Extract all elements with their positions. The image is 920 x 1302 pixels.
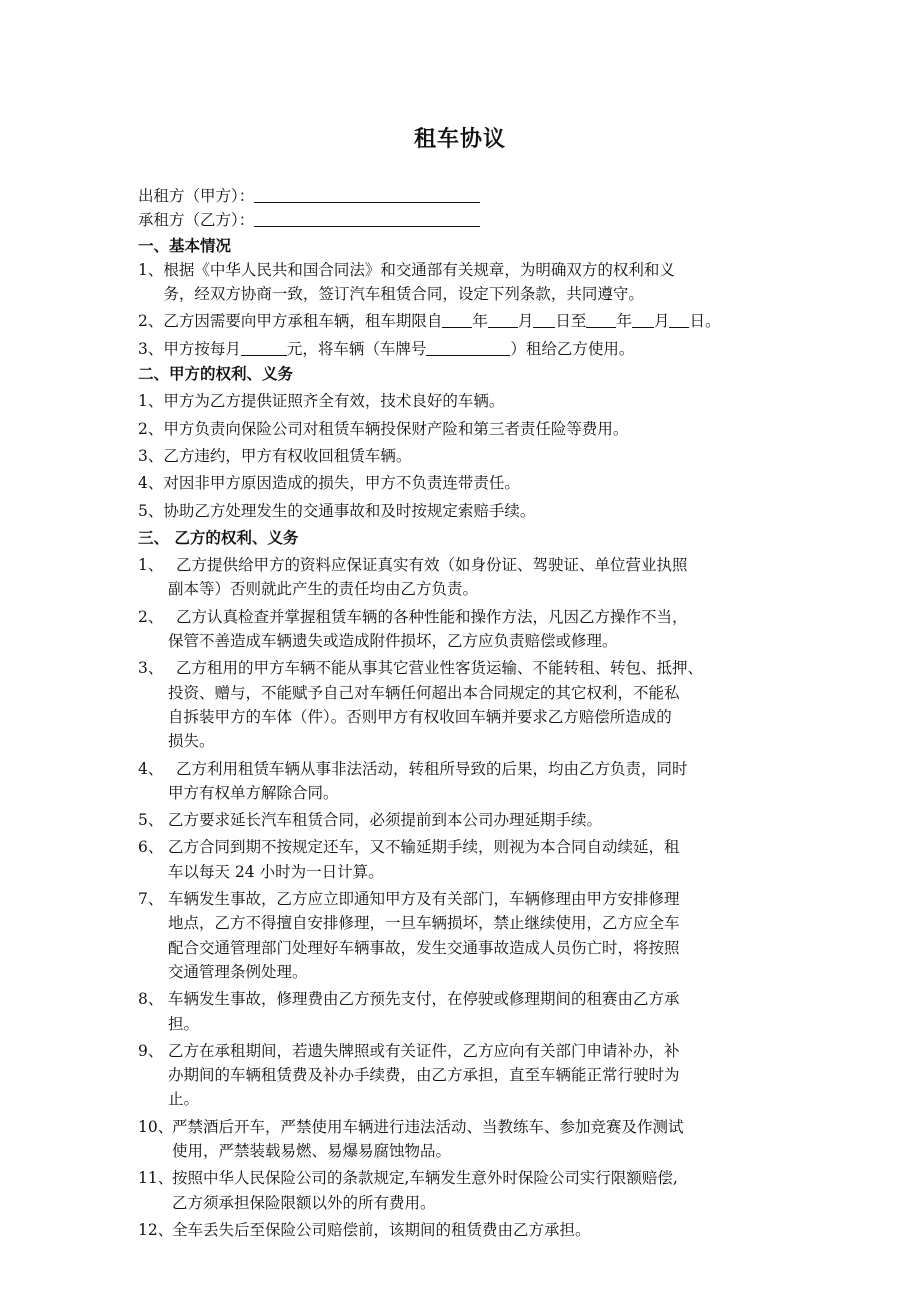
s1-item-1-line-a: 根据《中华人民共和国合同法》和交通部有关规章，为明确双方的权利和义: [163, 260, 675, 279]
s3-item-9-num: 9、: [138, 1041, 164, 1060]
s3-item-7-line: 7、 车辆发生事故，乙方应立即通知甲方及有关部门，车辆修理由甲方安排修理: [138, 887, 788, 911]
plate-number-blank[interactable]: [426, 339, 510, 356]
document-title: 租车协议: [413, 127, 506, 152]
s3-item-2-line: 保管不善造成车辆遗失或造成附件损坏，乙方应负责赔偿或修理。: [168, 632, 618, 651]
end-month-blank[interactable]: [632, 311, 654, 328]
s3-item-8: [138, 987, 788, 1036]
section-1-heading: 一、基本情况: [138, 235, 232, 255]
s3-item-7-line: 交通管理条例处理。: [168, 962, 308, 981]
monthly-fee-blank[interactable]: [241, 339, 287, 356]
lessee-line: [138, 208, 788, 232]
s3-item-2-num: 2、: [138, 607, 164, 626]
start-day-blank[interactable]: [533, 311, 555, 328]
s3-item-6-line: 车以每天 24 小时为一日计算。: [168, 862, 384, 881]
s3-item-1-line: 1、 乙方提供给甲方的资料应保证真实有效（如身份证、驾驶证、单位营业执照: [138, 553, 788, 577]
s3-item-10: [138, 1115, 788, 1164]
document-body: [138, 184, 788, 1242]
s3-item-1-line: 副本等）否则就此产生的责任均由乙方负责。: [168, 580, 479, 599]
s3-item-3-line: 3、 乙方租用的甲方车辆不能从事其它营业性客货运输、不能转租、转包、抵押、: [138, 656, 788, 680]
s3-item-6: [138, 835, 788, 884]
s3-item-5-line: 5、 乙方要求延长汽车租赁合同，必须提前到本公司办理延期手续。: [138, 808, 788, 832]
s3-item-4-line: 甲方有权单方解除合同。: [168, 783, 339, 802]
s1-item-3: 3、甲方按每月 元，将车辆（车牌号 ）租给乙方使用。: [138, 339, 635, 358]
s3-item-8-line: 8、 车辆发生事故，修理费由乙方预先支付，在停驶或修理期间的租赛由乙方承: [138, 987, 788, 1011]
s2-item-3: 3、乙方违约，甲方有权收回租赁车辆。: [138, 446, 412, 465]
s3-item-1-num: 1、: [138, 556, 164, 575]
s3-item-12-line: 12、全车丢失后至保险公司赔偿前，该期间的租赁费由乙方承担。: [138, 1218, 788, 1242]
s3-item-7-line: 配合交通管理部门处理好车辆事故，发生交通事故造成人员伤亡时，将按照: [168, 938, 680, 957]
lessor-blank[interactable]: [254, 186, 480, 203]
s3-item-7: [138, 887, 788, 984]
s3-item-11-line: 11、按照中华人民保险公司的条款规定,车辆发生意外时保险公司实行限额赔偿,: [138, 1166, 788, 1190]
end-day-blank[interactable]: [669, 311, 689, 328]
s3-item-6-line: 6、 乙方合同到期不按规定还车，又不输延期手续，则视为本合同自动续延，租: [138, 835, 788, 859]
s3-item-8-line: 担。: [168, 1014, 200, 1033]
s3-item-2: [138, 605, 788, 654]
s3-item-10-num: 10、: [138, 1117, 174, 1136]
s3-item-9-line: 办期间的车辆租赁费及补办手续费，由乙方承担，直至车辆能正常行驶时为: [168, 1066, 680, 1085]
s3-item-11-num: 11、: [138, 1169, 174, 1188]
end-year-blank[interactable]: [586, 311, 616, 328]
s3-item-9-line: 9、 乙方在承租期间，若遗失牌照或有关证件，乙方应向有关部门申请补办，补: [138, 1039, 788, 1063]
s3-item-4-line: 4、 乙方利用租赁车辆从事非法活动，转租所导致的后果，均由乙方负责，同时: [138, 757, 788, 781]
s3-item-3: [138, 656, 788, 753]
s3-item-4: [138, 757, 788, 806]
lessee-blank[interactable]: [254, 210, 480, 227]
s3-item-3-line: 损失。: [168, 732, 215, 751]
lessee-label: 承租方（乙方）：: [138, 211, 255, 230]
s3-item-4-num: 4、: [138, 759, 164, 778]
s1-item-1-line-b: 务，经双方协商一致，签订汽车租赁合同，设定下列条款，共同遵守。: [163, 285, 644, 304]
s3-item-5: [138, 808, 788, 832]
s3-item-11-line: 乙方须承担保险限额以外的所有费用。: [172, 1193, 436, 1212]
s2-item-5: 5、协助乙方处理发生的交通事故和及时按规定索赔手续。: [138, 501, 536, 520]
s2-item-2: 2、甲方负责向保险公司对租赁车辆投保财产险和第三者责任险等费用。: [138, 419, 629, 438]
s3-item-12: [138, 1218, 788, 1242]
lessor-line: [138, 184, 788, 208]
s2-item-4: 4、对因非甲方原因造成的损失，甲方不负责连带责任。: [138, 474, 520, 493]
s3-item-10-line: 10、严禁酒后开车，严禁使用车辆进行违法活动、当教练车、参加竞赛及作测试: [138, 1115, 788, 1139]
s3-item-7-line: 地点，乙方不得擅自安排修理，一旦车辆损坏，禁止继续使用，乙方应全车: [168, 914, 680, 933]
lessor-label: 出租方（甲方）：: [138, 187, 255, 205]
s3-item-7-num: 7、: [138, 890, 164, 909]
s3-item-11: [138, 1166, 788, 1215]
s1-item-2: 2、乙方因需要向甲方承租车辆，租车期限自 年 月 日至 年 月 日。: [138, 312, 721, 331]
s3-item-1: [138, 553, 788, 602]
start-month-blank[interactable]: [488, 311, 518, 328]
s1-item-1-num: 1、: [138, 260, 164, 279]
s3-item-3-num: 3、: [138, 659, 164, 678]
s3-item-12-num: 12、: [138, 1220, 174, 1239]
section-2-heading: 二、甲方的权利、义务: [138, 364, 294, 384]
s3-item-10-line: 使用，严禁装载易燃、易爆易腐蚀物品。: [172, 1141, 452, 1160]
s2-item-1: 1、甲方为乙方提供证照齐全有效，技术良好的车辆。: [138, 392, 505, 411]
s3-item-2-line: 2、 乙方认真检查并掌握租赁车辆的各种性能和操作方法，凡因乙方操作不当，: [138, 605, 788, 629]
s3-item-8-num: 8、: [138, 990, 164, 1009]
s3-item-3-line: 自拆装甲方的车体（件）。否则甲方有权收回车辆并要求乙方赔偿所造成的: [168, 707, 672, 726]
s3-item-5-num: 5、: [138, 811, 164, 830]
start-year-blank[interactable]: [442, 311, 472, 328]
s3-item-9-line: 止。: [168, 1090, 200, 1109]
s3-item-9: [138, 1039, 788, 1112]
section-3-heading: 三、 乙方的权利、义务: [138, 527, 299, 547]
section-3-items: [138, 553, 788, 1242]
s3-item-6-num: 6、: [138, 838, 164, 857]
s3-item-3-line: 投资、赠与，不能赋予自己对车辆任何超出本合同规定的其它权利，不能私: [168, 683, 680, 702]
s1-item-1: [138, 258, 788, 307]
